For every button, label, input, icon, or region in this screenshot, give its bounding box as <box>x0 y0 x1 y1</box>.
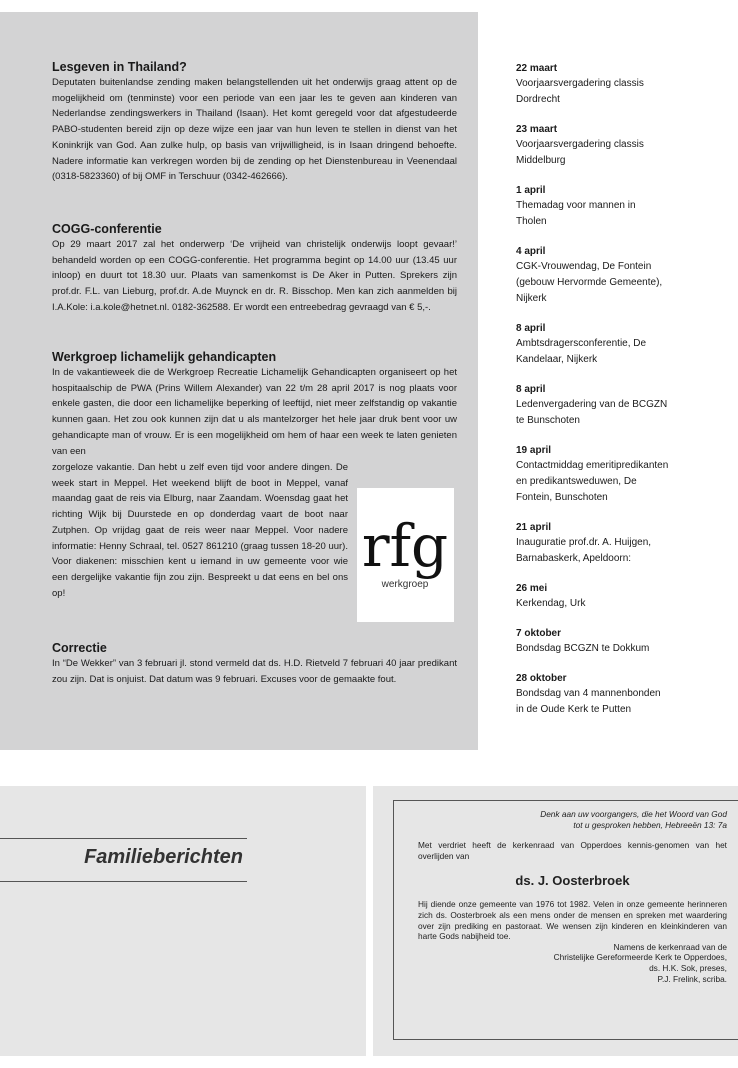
agenda-date: 21 april <box>516 522 552 533</box>
article-cogg <box>52 222 457 316</box>
agenda-description-line: Nijkerk <box>516 293 547 304</box>
agenda-description-line: Bondsdag van 4 mannenbonden <box>516 688 661 699</box>
article-body: In de vakantieweek die de Werkgroep Recreatie Lichamelijk Gehandicapten organiseert op het hospitaalschip de PWA (Prins Willem Alexander) van 22 t/m 28 april 2017 is nog plaats voor enkele gasten, die door een lichamelijke beperking of leeftijd, niet meer zelfstandig op vakantie kunnen gaan. Het zou ook kunnen zijn dat u als mantelzorger het hele jaar druk bent voor uw gehandicapte man of vrouw. Er is een mogelijkheid om hem of haar een week te laten genieten van een <box>52 367 457 457</box>
divider-bottom <box>0 881 247 882</box>
agenda-item <box>516 183 726 230</box>
notice-body: Hij diende onze gemeente van 1976 tot 1982. Velen in onze gemeente herinneren zich ds. Oosterbroek als een mens onder de mensen en spreken met waardering over zijn prediking en pastoraat. We wensen zijn kinderen en kleinkinderen van harte Gods nabijheid toe. <box>418 899 727 942</box>
logo-letters: rfg <box>361 512 449 580</box>
agenda-item <box>516 443 726 506</box>
article-title: COGG-conferentie <box>52 222 162 236</box>
article-lesgeven <box>52 60 457 185</box>
agenda-item <box>516 581 726 612</box>
agenda-description-line: Barnabaskerk, Apeldoorn: <box>516 553 632 564</box>
agenda-item <box>516 382 726 429</box>
notice-signature-3: ds. H.K. Sok, preses, <box>649 962 727 973</box>
article-body: In “De Wekker” van 3 februari jl. stond vermeld dat ds. H.D. Rietveld 7 februari 40 jaar predikant zou zijn. Dat is onjuist. Dat datum was 9 februari. Excuses voor de gemaakte fout. <box>52 658 457 685</box>
article-werkgroep-continued: zorgeloze vakantie. Dan hebt u zelf even tijd voor andere dingen. De week start in Meppel. Het weekend blijft de boot in Meppel, vanaf maandag gaat de reis via Elburg, naar Zaandam. Woensdag gaat het richting Wijk bij Duurstede en op donderdag vaart de boot naar Zutphen. Op vrijdag gaat de reis weer naar Meppel. Voor nadere informatie: Henny Schraal, tel. 0527 861210 (graag tussen 18-20 uur). Voor diakenen: misschien kent u iemand in uw gemeente voor wie een dergelijke vakantie fijn zou zijn. Bespreekt u dat eens en bel ons op! <box>52 462 348 599</box>
agenda-list <box>516 61 726 732</box>
agenda-description-line: Bondsdag BCGZN te Dokkum <box>516 643 650 654</box>
agenda-date: 19 april <box>516 445 552 456</box>
agenda-date: 7 oktober <box>516 628 562 639</box>
agenda-item <box>516 122 726 169</box>
article-title: Werkgroep lichamelijk gehandicapten <box>52 350 277 364</box>
agenda-description-line: in de Oude Kerk te Putten <box>516 704 632 715</box>
article-werkgroep <box>52 350 457 459</box>
agenda-item <box>516 520 726 567</box>
agenda-description-line: Kandelaar, Nijkerk <box>516 354 598 365</box>
agenda-date: 1 april <box>516 185 546 196</box>
agenda-date: 23 maart <box>516 124 558 135</box>
agenda-date: 8 april <box>516 384 546 395</box>
agenda-date: 26 mei <box>516 583 548 594</box>
article-title: Correctie <box>52 641 107 655</box>
agenda-description-line: Ledenvergadering van de BCGZN <box>516 399 668 410</box>
agenda-item <box>516 61 726 108</box>
agenda-description-line: Dordrecht <box>516 94 560 105</box>
agenda-description-line: Kerkendag, Urk <box>516 598 586 609</box>
werkgroep-logo-image <box>357 488 454 622</box>
agenda-description-line: Voorjaarsvergadering classis <box>516 139 644 150</box>
notice-signature-2: Christelijke Gereformeerde Kerk te Opperdoes, <box>553 952 727 963</box>
logo-word: werkgroep <box>381 579 429 590</box>
agenda-description-line: Voorjaarsvergadering classis <box>516 78 644 89</box>
notice-panel <box>373 786 738 1056</box>
agenda-item <box>516 244 726 307</box>
notice-quote-line-1: Denk aan uw voorgangers, die het Woord van God <box>540 809 727 819</box>
agenda-description-line: Contactmiddag emeritipredikanten <box>516 460 669 471</box>
article-title: Lesgeven in Thailand? <box>52 60 187 74</box>
familieberichten-panel <box>0 786 366 1056</box>
agenda-item <box>516 626 726 657</box>
notice-intro: Met verdriet heeft de kerkenraad van Opperdoes kennis-genomen van het overlijden van <box>418 840 727 861</box>
agenda-item <box>516 671 726 718</box>
agenda-description-line: Themadag voor mannen in <box>516 200 636 211</box>
agenda-date: 8 april <box>516 323 546 334</box>
agenda-description-line: en predikantsweduwen, De <box>516 476 637 487</box>
agenda-description-line: Inauguratie prof.dr. A. Huijgen, <box>516 537 652 548</box>
agenda-date: 22 maart <box>516 63 558 74</box>
agenda-description-line: Tholen <box>516 216 547 227</box>
death-notice <box>393 800 738 1040</box>
agenda-date: 28 oktober <box>516 673 567 684</box>
familieberichten-title: Familieberichten <box>84 846 243 868</box>
article-correctie <box>52 641 457 687</box>
agenda-description-line: Fontein, Bunschoten <box>516 492 608 503</box>
notice-signature-4: P.J. Frelink, scriba. <box>657 973 727 984</box>
agenda-description-line: Middelburg <box>516 155 566 166</box>
werkgroep-logo <box>357 488 454 622</box>
article-body: Op 29 maart 2017 zal het onderwerp ‘De vrijheid van christelijk onderwijs loopt gevaar!’ behandeld worden op een COGG-conferentie. Het programma begint op 14.00 uur (13.45 uur inloop) en duurt tot 18.30 uur. Plaats van samenkomst is De Aker in Putten. Sprekers zijn prof.dr. F.L. van Lieburg, prof.dr. A.de Muynck en dr. R. Bisschop. Men kan zich aanmelden bij I.A.Kole: i.a.kole@hetnet.nl. 0182-362588. Er wordt een entreebedrag gevraagd van € 5,-. <box>52 239 457 313</box>
agenda-description-line: CGK-Vrouwendag, De Fontein <box>516 261 652 272</box>
article-body: Deputaten buitenlandse zending maken belangstellenden uit het onderwijs graag attent op de mogelijkheid om (tenminste) voor een periode van een jaar les te geven aan kinderen van Nederlandse zendingswerkers in Thailand (Isaan). Het komt geregeld voor dat afgestudeerde PABO-studenten bereid zijn op deze wijze een jaar van hun leven te stellen in dienst van het Koninkrijk van God. Aan zulke hulp, op basis van vrijwilligheid, is in Isaan dringend behoefte. Nadere informatie kan verkregen worden bij de zending op het Dienstenbureau in Veenendaal (0318-5823360) of bij OMF in Terschuur (0342-462666). <box>52 77 457 183</box>
agenda-date: 4 april <box>516 246 546 257</box>
agenda-description-line: Ambtsdragersconferentie, De <box>516 338 647 349</box>
agenda-description-line: (gebouw Hervormde Gemeente), <box>516 277 663 288</box>
agenda-item <box>516 321 726 368</box>
notice-signature-1: Namens de kerkenraad van de <box>613 941 727 952</box>
notice-quote-line-2: tot u gesproken hebben, Hebreeën 13: 7a <box>573 819 727 830</box>
notice-name: ds. J. Oosterbroek <box>515 873 630 889</box>
divider-top <box>0 838 247 839</box>
agenda-description-line: te Bunschoten <box>516 415 580 426</box>
